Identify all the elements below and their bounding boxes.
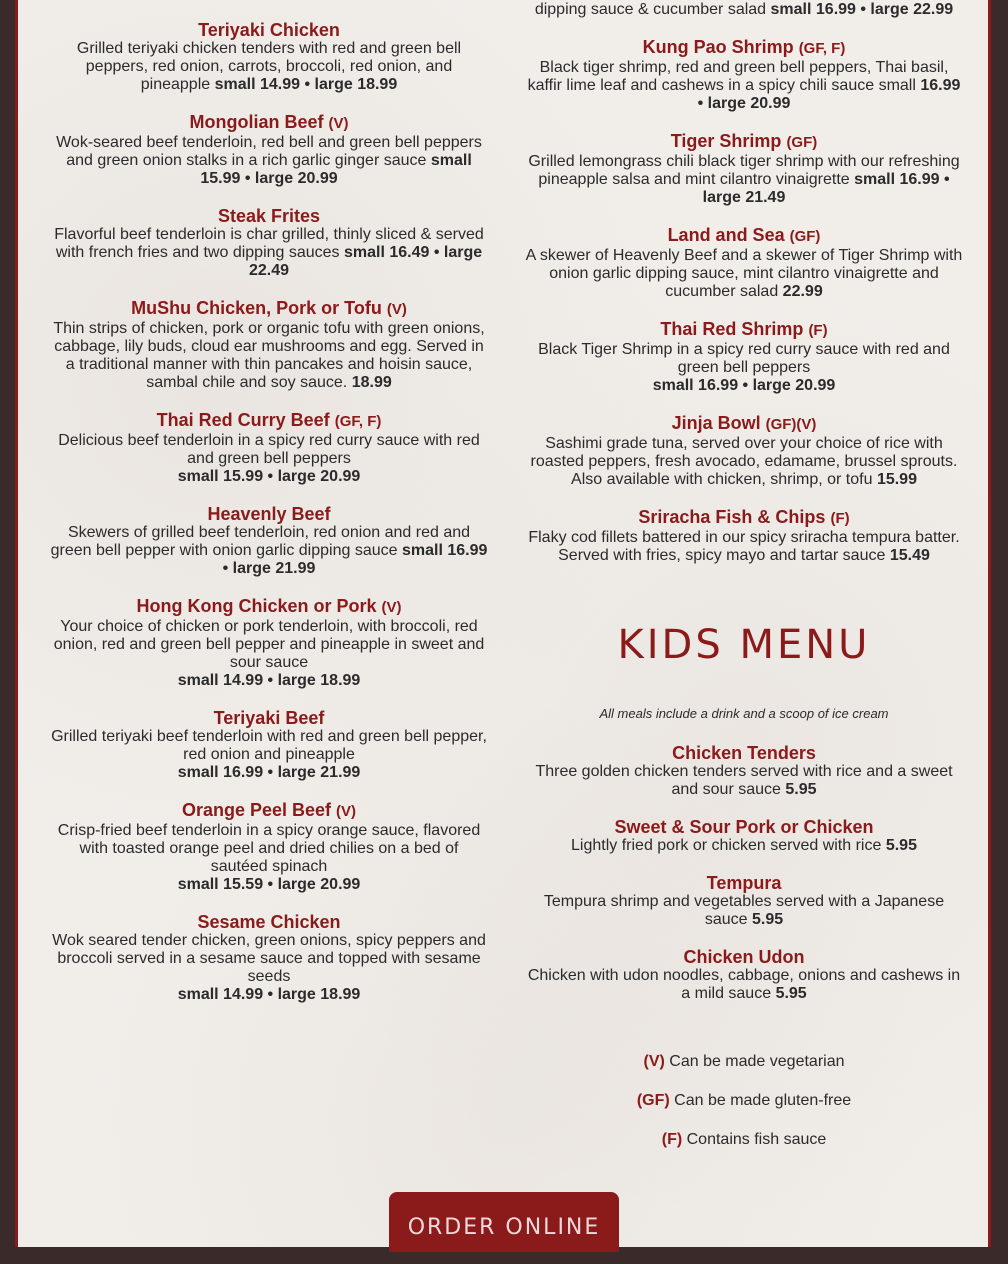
menu-item (523, 37, 965, 113)
item-name: Sriracha Fish & Chips (638, 507, 826, 527)
legend-text: Can be made gluten-free (674, 1092, 852, 1109)
item-desc: Flaky cod fillets battered in our spicy sriracha tempura batter. Served with fries, spicy mayo and tartar sauce (528, 529, 960, 564)
item-name: Orange Peel Beef (181, 800, 332, 820)
item-name: Tempura (706, 873, 782, 893)
menu-item (523, 131, 965, 207)
item-desc: Wok-seared beef tenderloin, red bell and green bell peppers and green onion stalks in a rich garlic ginger sauce (56, 134, 482, 169)
item-name: Thai Red Curry Beef (156, 410, 330, 430)
item-price: 5.95 (885, 837, 917, 854)
item-desc: Grilled lemongrass chili black tiger shrimp with our refreshing pineapple salsa and mint cilantro vinaigrette (528, 153, 960, 188)
item-name: Sesame Chicken (197, 912, 341, 932)
item-desc: Lightly fried pork or chicken served with rice (571, 837, 882, 854)
item-tag: (F) (808, 322, 828, 339)
item-tag: (V) (328, 115, 349, 132)
item-name: Chicken Udon (683, 947, 805, 967)
kids-menu-note: All meals include a drink and a scoop of ice cream (599, 706, 889, 721)
item-tag: (V) (386, 301, 407, 318)
item-price: 15.99 (876, 471, 917, 488)
item-desc: Chicken with udon noodles, cabbage, onions and cashews in a mild sauce (527, 967, 961, 1002)
item-price: 5.95 (775, 985, 807, 1002)
item-desc: Black tiger shrimp, red and green bell peppers, Thai basil, kaffir lime leaf and cashews in a spicy chili sauce small (527, 59, 949, 94)
item-price: small 15.99 • large 20.99 (177, 468, 361, 485)
order-online-button[interactable]: ORDER ONLINE (389, 1192, 619, 1252)
item-price: small 14.99 • large 18.99 (214, 76, 398, 93)
legend-row (523, 1053, 965, 1071)
dietary-legend (523, 1053, 965, 1149)
item-name: Steak Frites (217, 206, 321, 226)
legend-text: Contains fish sauce (686, 1131, 827, 1148)
kids-menu-item (523, 947, 965, 1003)
item-desc: Black Tiger Shrimp in a spicy red curry sauce with red and green bell peppers (538, 341, 950, 376)
menu-item (50, 20, 488, 94)
item-name: Chicken Tenders (672, 743, 816, 763)
item-name: Hong Kong Chicken or Pork (136, 596, 377, 616)
menu-column-right (523, 1, 965, 1170)
item-name: Land and Sea (667, 225, 785, 245)
menu-item (50, 410, 488, 486)
kids-menu-item (523, 817, 965, 855)
item-tag: (GF) (786, 134, 818, 151)
item-tag: (GF)(V) (765, 416, 817, 433)
item-desc: Delicious beef tenderloin in a spicy red curry sauce with red and green bell peppers (58, 432, 480, 467)
item-tag: (GF, F) (334, 413, 382, 430)
item-tag: (GF) (789, 228, 821, 245)
menu-item (523, 319, 965, 395)
item-tag: (V) (381, 599, 402, 616)
item-price: 15.49 (889, 547, 930, 564)
item-desc: dipping sauce & cucumber salad (534, 1, 767, 18)
kids-menu-item (523, 743, 965, 799)
item-price: 5.95 (785, 781, 817, 798)
item-desc: Tempura shrimp and vegetables served with a Japanese sauce (543, 893, 945, 928)
item-name: Tiger Shrimp (670, 131, 782, 151)
legend-tag: (V) (643, 1053, 665, 1070)
item-price: small 16.99 • large 21.49 (702, 171, 950, 206)
kids-menu-item (523, 873, 965, 929)
legend-tag: (F) (661, 1131, 683, 1148)
menu-item (50, 596, 488, 690)
item-tag: (V) (336, 803, 357, 820)
legend-text: Can be made vegetarian (669, 1053, 845, 1070)
menu-item (523, 225, 965, 301)
item-name: Jinja Bowl (671, 413, 761, 433)
item-price: small 14.99 • large 18.99 (177, 986, 361, 1003)
menu-item (50, 298, 488, 392)
item-name: MuShu Chicken, Pork or Tofu (131, 298, 382, 318)
item-price: 5.95 (752, 911, 784, 928)
item-name: Thai Red Shrimp (660, 319, 804, 339)
item-desc: Sashimi grade tuna, served over your choice of rice with roasted peppers, fresh avocado, edamame, brussel sprouts. Also available with chicken, shrimp, or tofu (530, 435, 958, 488)
item-price: small 16.49 • large 22.49 (248, 244, 483, 279)
menu-item (523, 507, 965, 565)
item-name: Sweet & Sour Pork or Chicken (614, 817, 874, 837)
kids-menu-heading: KIDS MENU (617, 622, 871, 668)
item-desc: Crisp-fried beef tenderloin in a spicy orange sauce, flavored with toasted orange peel and dried chilies on a bed of sautéed spinach (57, 822, 481, 875)
item-name: Heavenly Beef (207, 504, 331, 524)
menu-item (50, 112, 488, 188)
item-tag: (F) (830, 510, 850, 527)
item-desc: Three golden chicken tenders served with rice and a sweet and sour sauce (535, 763, 953, 798)
menu-column-left (50, 20, 488, 1022)
menu-item (50, 912, 488, 1004)
item-desc: Skewers of grilled beef tenderloin, red onion and red and green bell pepper with onion garlic dipping sauce (50, 524, 471, 559)
legend-row (523, 1131, 965, 1149)
item-price: small 16.99 • large 22.99 (770, 1, 954, 18)
item-price: small 16.99 • large 20.99 (652, 377, 836, 394)
menu-item (50, 800, 488, 894)
item-tag: (GF, F) (798, 40, 846, 57)
item-price: small 15.99 • large 20.99 (200, 152, 472, 187)
item-desc: Your choice of chicken or pork tenderloin, with broccoli, red onion, red and green bell pepper and pineapple in sweet and sour sauce (53, 618, 485, 671)
menu-item-continued (523, 1, 965, 19)
item-price: 16.99 • large 20.99 (697, 77, 961, 112)
item-desc: Grilled teriyaki beef tenderloin with red and green bell pepper, red onion and pineapple (51, 728, 487, 763)
item-price: small 16.99 • large 21.99 (222, 542, 488, 577)
item-price: 18.99 (351, 374, 392, 391)
item-desc: Flavorful beef tenderloin is char grilled, thinly sliced & served with french fries and two dipping sauces (54, 226, 484, 261)
item-desc: Wok seared tender chicken, green onions, spicy peppers and broccoli served in a sesame sauce and topped with sesame seeds (52, 932, 486, 985)
item-name: Teriyaki Beef (213, 708, 325, 728)
item-name: Kung Pao Shrimp (642, 37, 794, 57)
item-desc: A skewer of Heavenly Beef and a skewer of Tiger Shrimp with onion garlic dipping sauce, mint cilantro vinaigrette and cucumber salad (525, 247, 963, 300)
legend-tag: (GF) (636, 1092, 670, 1109)
legend-row (523, 1092, 965, 1110)
menu-item (50, 206, 488, 280)
item-desc: Grilled teriyaki chicken tenders with red and green bell peppers, red onion, carrots, broccoli, red onion, and pineapple (76, 40, 462, 93)
menu-item (523, 413, 965, 489)
menu-item (50, 708, 488, 782)
item-desc: Thin strips of chicken, pork or organic tofu with green onions, cabbage, lily buds, cloud ear mushrooms and egg. Served in a traditional manner with thin pancakes and hoisin sauce, sambal chile and soy sauce. (53, 320, 485, 391)
item-price: small 16.99 • large 21.99 (177, 764, 361, 781)
item-name: Mongolian Beef (189, 112, 324, 132)
item-price: 22.99 (782, 283, 823, 300)
item-price: small 15.59 • large 20.99 (177, 876, 361, 893)
item-price: small 14.99 • large 18.99 (177, 672, 361, 689)
menu-item (50, 504, 488, 578)
item-name: Teriyaki Chicken (198, 20, 340, 40)
